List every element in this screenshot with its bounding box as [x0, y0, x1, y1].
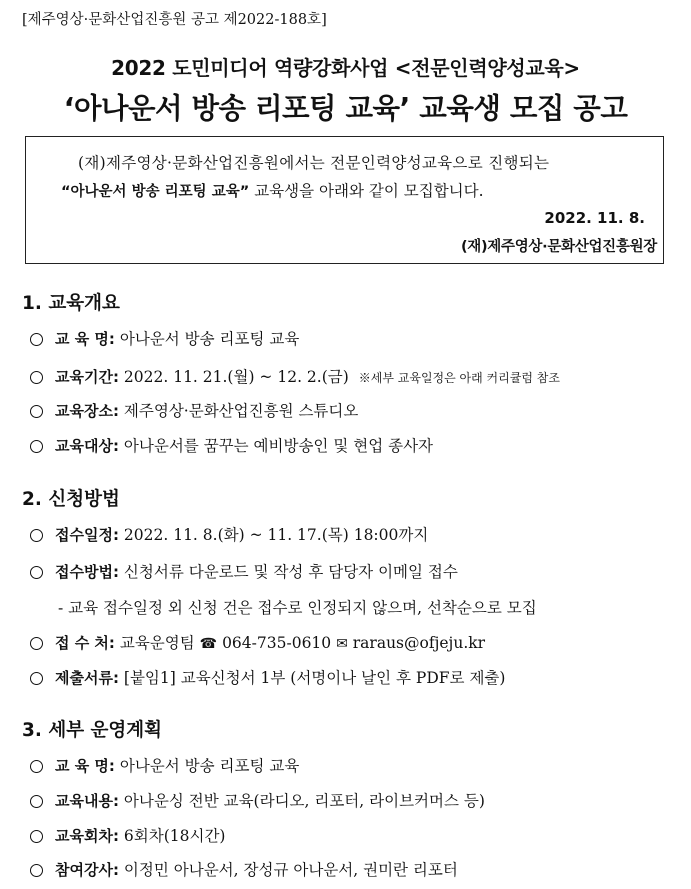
list-item: 교육내용: 아나운싱 전반 교육(라디오, 리포터, 라이브커머스 등): [30, 789, 485, 811]
intro-date: 2022. 11. 8.: [544, 209, 645, 227]
application-sub-note: - 교육 접수일정 외 신청 건은 접수로 인정되지 않으며, 선착순으로 모집: [58, 599, 537, 617]
list-item: 참여강사: 이정민 아나운서, 장성규 아나운서, 권미란 리포터: [30, 858, 458, 880]
item-label: 접수방법: [55, 563, 113, 581]
intro-line-2-rest: 교육생을 아래와 같이 모집합니다.: [249, 182, 484, 200]
bullet-circle-icon: [30, 529, 43, 542]
item-label: 교 육 명: [55, 757, 109, 775]
bullet-circle-icon: [30, 864, 43, 877]
contact-item: 접 수 처: 교육운영팀 ☎ 064-735-0610 ✉ raraus@ofjeju.kr: [30, 631, 485, 653]
phone-icon: ☎: [199, 636, 218, 652]
list-item: 접수일정: 2022. 11. 8.(화) ~ 11. 17.(목) 18:00까지: [30, 523, 428, 545]
item-note: ※세부 교육일정은 아래 커리큘럼 참조: [358, 371, 560, 385]
list-item: 교육회차: 6회차(18시간): [30, 824, 225, 846]
contact-email[interactable]: raraus@ofjeju.kr: [352, 634, 486, 652]
notice-number: [제주영상·문화산업진흥원 공고 제2022-188호]: [22, 12, 327, 28]
item-label: 교육대상: [55, 437, 113, 455]
section-2-heading: 2. 신청방법: [22, 489, 120, 510]
item-label: 접 수 처: [55, 634, 109, 652]
item-label: 제출서류: [55, 669, 113, 687]
intro-org: (재)제주영상·문화산업진흥원장: [460, 239, 657, 255]
mail-icon: ✉: [336, 636, 348, 652]
item-label: 참여강사: [55, 861, 113, 879]
section-3-heading: 3. 세부 운영계획: [22, 720, 163, 741]
item-label: 교육기간: [55, 368, 113, 386]
bullet-circle-icon: [30, 566, 43, 579]
list-item: 교육장소: 제주영상·문화산업진흥원 스튜디오: [30, 399, 358, 421]
bullet-circle-icon: [30, 440, 43, 453]
item-value: 6회차(18시간): [123, 827, 226, 845]
item-label: 교육내용: [55, 792, 113, 810]
item-value: 이정민 아나운서, 장성규 아나운서, 권미란 리포터: [123, 861, 458, 879]
item-value: 신청서류 다운로드 및 작성 후 담당자 이메일 접수: [123, 563, 458, 581]
item-value: 아나운서 방송 리포팅 교육: [119, 330, 300, 348]
bullet-circle-icon: [30, 672, 43, 685]
item-value: 2022. 11. 8.(화) ~ 11. 17.(목) 18:00까지: [123, 526, 429, 544]
bullet-circle-icon: [30, 371, 43, 384]
bullet-circle-icon: [30, 830, 43, 843]
list-item: 교육대상: 아나운서를 꿈꾸는 예비방송인 및 현업 종사자: [30, 434, 433, 456]
item-value: 아나운서를 꿈꾸는 예비방송인 및 현업 종사자: [123, 437, 434, 455]
intro-course-name: “아나운서 방송 리포팅 교육”: [61, 184, 250, 200]
bullet-circle-icon: [30, 333, 43, 346]
item-value: 2022. 11. 21.(월) ~ 12. 2.(금): [123, 368, 349, 386]
item-label: 접수일정: [55, 526, 113, 544]
list-item: 접수방법: 신청서류 다운로드 및 작성 후 담당자 이메일 접수: [30, 560, 458, 582]
title-line-2: ‘아나운서 방송 리포팅 교육’ 교육생 모집 공고: [63, 92, 628, 125]
bullet-circle-icon: [30, 760, 43, 773]
list-item: 교 육 명: 아나운서 방송 리포팅 교육: [30, 327, 299, 349]
list-item: 제출서류: [붙임1] 교육신청서 1부 (서명이나 날인 후 PDF로 제출): [30, 666, 505, 688]
contact-team: 교육운영팀: [119, 634, 195, 652]
item-value: 제주영상·문화산업진흥원 스튜디오: [123, 402, 359, 420]
item-label: 교 육 명: [55, 330, 109, 348]
bullet-circle-icon: [30, 637, 43, 650]
bullet-circle-icon: [30, 795, 43, 808]
item-value: [붙임1] 교육신청서 1부 (서명이나 날인 후 PDF로 제출): [123, 669, 506, 687]
item-value: 아나운서 방송 리포팅 교육: [119, 757, 300, 775]
list-item: 교 육 명: 아나운서 방송 리포팅 교육: [30, 754, 299, 776]
section-1-heading: 1. 교육개요: [22, 293, 120, 314]
intro-box: [25, 136, 664, 264]
contact-phone: 064-735-0610: [222, 634, 332, 652]
item-label: 교육장소: [55, 402, 113, 420]
intro-line-1: (재)제주영상·문화산업진흥원에서는 전문인력양성교육으로 진행되는: [78, 154, 550, 172]
bullet-circle-icon: [30, 405, 43, 418]
item-value: 아나운싱 전반 교육(라디오, 리포터, 라이브커머스 등): [123, 792, 485, 810]
list-item: 교육기간: 2022. 11. 21.(월) ~ 12. 2.(금) ※세부 교육일정은 아래 커리큘럼 참조: [30, 365, 560, 387]
intro-line-2: [61, 179, 484, 201]
item-label: 교육회차: [55, 827, 113, 845]
title-line-1: 2022 도민미디어 역량강화사업 <전문인력양성교육>: [111, 56, 580, 80]
